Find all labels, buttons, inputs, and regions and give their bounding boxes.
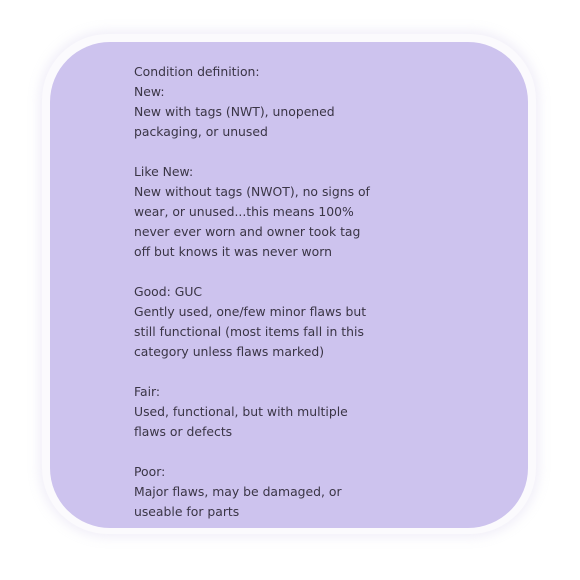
condition-heading: Fair: xyxy=(134,384,161,399)
condition-description: Used, functional, but with multiple flaws or defects xyxy=(134,404,348,439)
condition-description: New without tags (NWOT), no signs of wear, or unused...this means 100% never ever worn and owner took tag off but knows it was never worn xyxy=(134,184,370,259)
document-title: Condition definition: xyxy=(134,64,260,79)
condition-fair xyxy=(134,382,514,442)
condition-heading: New: xyxy=(134,84,165,99)
condition-description: New with tags (NWT), unopened packaging, or unused xyxy=(134,104,335,139)
condition-heading: Poor: xyxy=(134,464,166,479)
condition-description: Major flaws, may be damaged, or useable for parts xyxy=(134,484,342,519)
condition-good xyxy=(134,282,514,362)
condition-heading: Good: GUC xyxy=(134,284,203,299)
condition-definitions xyxy=(134,62,514,522)
condition-description: Gently used, one/few minor flaws but still functional (most items fall in this category unless flaws marked) xyxy=(134,304,367,359)
condition-new xyxy=(134,82,514,142)
condition-heading: Like New: xyxy=(134,164,194,179)
condition-poor xyxy=(134,462,514,522)
condition-like-new xyxy=(134,162,514,262)
